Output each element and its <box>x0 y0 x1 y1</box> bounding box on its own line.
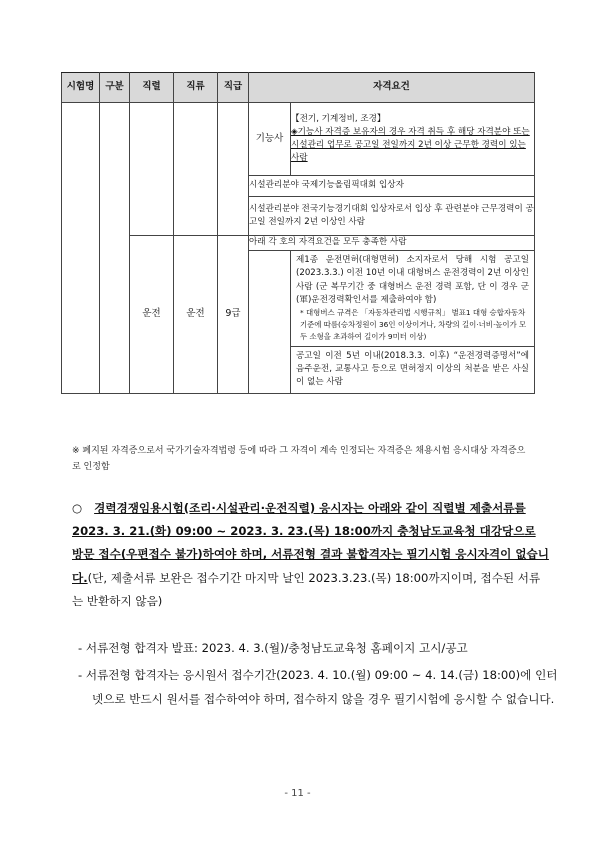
jikryeol-driving: 운전 <box>130 236 174 394</box>
main-normal-text: (단, 제출서류 보완은 접수기간 마지막 날인 2023.3.23.(목) 18:00까지이며, 접수된 서류는 반환하지 않음) <box>72 570 541 608</box>
header-exam-name: 시험명 <box>62 73 100 103</box>
header-jikryu: 직류 <box>174 73 218 103</box>
qualification-table <box>61 72 535 394</box>
license-type-cell: 기능사 <box>249 103 291 176</box>
jikgeup-cell-upper <box>218 103 249 236</box>
header-jikryeol: 직렬 <box>130 73 174 103</box>
jikryeol-cell-upper <box>130 103 174 236</box>
dash-item-2: - 서류전형 합격자는 응시원서 접수기간(2023. 4. 10.(월) 09:00 ~ 4. 14.(금) 18:00)에 인터넷으로 반드시 원서를 접수하여야 하며, 접수하지 않을 경우 필기시험에 응시할 수 없습니다. <box>78 668 558 706</box>
dash-item-1: - 서류전형 합격자 발표: 2023. 4. 3.(월)/충청남도교육청 홈페이지 고시/공고 <box>78 641 468 655</box>
header-jikgeup: 직급 <box>218 73 249 103</box>
exam-name-cell <box>62 103 100 394</box>
driving-intro: 아래 각 호의 자격요건을 모두 충족한 사람 <box>249 236 535 251</box>
olympics-requirement: 시설관리분야 국제기능올림픽대회 입상자 <box>249 176 535 197</box>
header-category: 구분 <box>100 73 130 103</box>
license-requirement-cell <box>291 103 535 176</box>
driving-item-1-text: 제1종 운전면허(대형면허) 소지자로서 당해 시험 공고일(2023.3.3.) 이전 10년 이내 대형버스 운전경력이 2년 이상인 사람 (군 복무기간 중 대형버스 운전 경력 포함, 단 이 경우 군(軍)운전경력확인서를 제출하여야 함) <box>296 255 529 305</box>
header-qualification: 자격요건 <box>249 73 535 103</box>
table-row <box>62 103 535 176</box>
field-list: 【전기, 기계정비, 조경】 <box>291 114 386 124</box>
license-description: ◈기능사 자격증 보유자의 경우 자격 취득 후 해당 자격분야 또는 시설관리 업무로 공고일 전일까지 2년 이상 근무한 경력이 있는 사람 <box>291 127 530 164</box>
driving-item-2: 공고일 이전 5년 이내(2018.3.3. 이후) “운전경력증명서”에 음주운전, 교통사고 등으로 면허정지 이상의 처분을 받은 사실이 없는 사람 <box>296 350 529 388</box>
table-header-row <box>62 73 535 103</box>
jikryu-driving: 운전 <box>174 236 218 394</box>
note-text: ※ 폐지된 자격증으로서 국가기술자격법령 등에 따라 그 자격이 계속 인정되는 자격증은 채용시험 응시대상 자격증으로 인정함 <box>72 446 526 472</box>
driving-items-cell <box>291 251 535 394</box>
category-cell <box>100 103 130 394</box>
table-row <box>62 236 535 251</box>
indent-cell <box>249 251 291 394</box>
main-bold-text: 경력경쟁임용시험(조리·시설관리·운전직렬) 응시자는 아래와 같이 직렬별 제출서류를 2023. 3. 21.(화) 09:00 ~ 2023. 3. 23.(목) 18:00까지 충청남도교육청 대강당으로 방문 접수(우편접수 불가)하여야 하며, 서류전형 결과 불합격자는 필기시험 응시자격이 없습니다. <box>72 501 549 585</box>
driving-item-1 <box>291 251 534 347</box>
jikryu-cell-upper <box>174 103 218 236</box>
page-number: - 11 - <box>284 788 311 799</box>
jikgeup-driving: 9급 <box>218 236 249 394</box>
bullet-circle: ○ <box>72 501 83 515</box>
main-paragraph <box>72 497 550 613</box>
national-contest-requirement: 시설관리분야 전국기능경기대회 입상자로서 입상 후 관련분야 근무경력이 공고일 전일까지 2년 이상인 사람 <box>249 197 535 236</box>
driving-item-1-note: * 대형버스 규격은 「자동차관리법 시행규칙」 별표1 대형 승합자동차 기준에 따름(승차정원이 36인 이상이거나, 차량의 길이·너비·높이가 모두 소형을 초과하여 길이가 9미터 이상) <box>300 308 527 341</box>
